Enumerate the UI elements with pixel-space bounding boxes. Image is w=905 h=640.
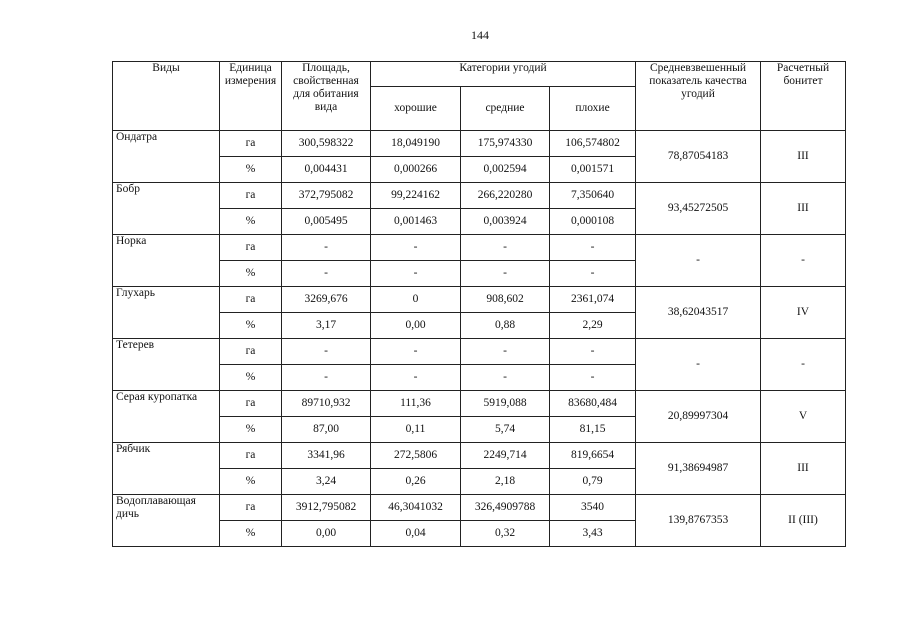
cell-unit: % [220, 157, 282, 183]
table-row [113, 131, 846, 157]
species-name: Ондатра [113, 131, 220, 183]
cell-good: 99,224162 [371, 183, 461, 209]
cell-area: 3,17 [282, 313, 371, 339]
species-name: Серая куропатка [113, 391, 220, 443]
cell-bonitet: III [761, 183, 846, 235]
table-row [113, 183, 846, 209]
header-bonitet: Расчетный бонитет [761, 62, 846, 131]
cell-medium: 0,002594 [461, 157, 550, 183]
cell-bonitet: IV [761, 287, 846, 339]
header-weighted: Средневзвешенный показатель качества угодий [636, 62, 761, 131]
cell-good: 0,00 [371, 313, 461, 339]
cell-area: - [282, 365, 371, 391]
cell-unit: га [220, 443, 282, 469]
header-categories: Категории угодий [371, 62, 636, 87]
cell-medium: 326,4909788 [461, 495, 550, 521]
cell-bonitet: II (III) [761, 495, 846, 547]
cell-unit: % [220, 469, 282, 495]
cell-poor: 7,350640 [550, 183, 636, 209]
cell-unit: % [220, 365, 282, 391]
cell-medium: 0,32 [461, 521, 550, 547]
cell-good: - [371, 339, 461, 365]
cell-medium: - [461, 339, 550, 365]
header-medium: средние [461, 87, 550, 131]
cell-bonitet: - [761, 235, 846, 287]
cell-good: 0,26 [371, 469, 461, 495]
table-row [113, 339, 846, 365]
table-row [113, 443, 846, 469]
cell-poor: 2,29 [550, 313, 636, 339]
cell-medium: 5,74 [461, 417, 550, 443]
cell-area: 3269,676 [282, 287, 371, 313]
cell-area: - [282, 261, 371, 287]
cell-good: - [371, 261, 461, 287]
cell-good: 0,11 [371, 417, 461, 443]
header-poor: плохие [550, 87, 636, 131]
cell-unit: % [220, 417, 282, 443]
cell-area: 372,795082 [282, 183, 371, 209]
cell-weighted: - [636, 339, 761, 391]
cell-good: 0,001463 [371, 209, 461, 235]
cell-good: 0,000266 [371, 157, 461, 183]
species-name: Глухарь [113, 287, 220, 339]
cell-bonitet: III [761, 443, 846, 495]
cell-weighted: 78,87054183 [636, 131, 761, 183]
table-row [113, 391, 846, 417]
cell-poor: - [550, 365, 636, 391]
cell-weighted: 139,8767353 [636, 495, 761, 547]
cell-area: 89710,932 [282, 391, 371, 417]
cell-medium: - [461, 365, 550, 391]
table-row [113, 287, 846, 313]
table-body [113, 131, 846, 547]
cell-good: 111,36 [371, 391, 461, 417]
cell-weighted: 20,89997304 [636, 391, 761, 443]
header-species: Виды [113, 62, 220, 131]
cell-bonitet: V [761, 391, 846, 443]
cell-weighted: 93,45272505 [636, 183, 761, 235]
page-number: 144 [471, 28, 489, 42]
cell-medium: - [461, 235, 550, 261]
cell-medium: 0,003924 [461, 209, 550, 235]
cell-area: 3,24 [282, 469, 371, 495]
cell-medium: 908,602 [461, 287, 550, 313]
cell-good: 18,049190 [371, 131, 461, 157]
cell-bonitet: III [761, 131, 846, 183]
table-row [113, 495, 846, 521]
cell-poor: 0,000108 [550, 209, 636, 235]
cell-unit: га [220, 339, 282, 365]
cell-poor: 83680,484 [550, 391, 636, 417]
species-name: Бобр [113, 183, 220, 235]
cell-poor: 2361,074 [550, 287, 636, 313]
cell-area: 300,598322 [282, 131, 371, 157]
header-good: хорошие [371, 87, 461, 131]
cell-unit: га [220, 131, 282, 157]
cell-poor: 3540 [550, 495, 636, 521]
bonitet-table [112, 61, 846, 547]
cell-unit: % [220, 313, 282, 339]
cell-weighted: 91,38694987 [636, 443, 761, 495]
cell-medium: 0,88 [461, 313, 550, 339]
cell-poor: - [550, 339, 636, 365]
cell-area: 3341,96 [282, 443, 371, 469]
cell-unit: га [220, 287, 282, 313]
cell-poor: 0,001571 [550, 157, 636, 183]
species-name: Рябчик [113, 443, 220, 495]
cell-good: - [371, 235, 461, 261]
table-row [113, 235, 846, 261]
cell-unit: га [220, 391, 282, 417]
cell-poor: 81,15 [550, 417, 636, 443]
cell-poor: - [550, 261, 636, 287]
cell-poor: 819,6654 [550, 443, 636, 469]
cell-area: - [282, 235, 371, 261]
cell-good: 272,5806 [371, 443, 461, 469]
cell-unit: га [220, 235, 282, 261]
cell-good: 0,04 [371, 521, 461, 547]
cell-good: - [371, 365, 461, 391]
cell-medium: 2,18 [461, 469, 550, 495]
cell-area: 0,004431 [282, 157, 371, 183]
cell-poor: 106,574802 [550, 131, 636, 157]
cell-unit: % [220, 261, 282, 287]
cell-area: 0,005495 [282, 209, 371, 235]
cell-area: 87,00 [282, 417, 371, 443]
cell-unit: % [220, 209, 282, 235]
species-name: Норка [113, 235, 220, 287]
cell-poor: - [550, 235, 636, 261]
species-name: Водоплавающая дичь [113, 495, 220, 547]
cell-weighted: 38,62043517 [636, 287, 761, 339]
cell-weighted: - [636, 235, 761, 287]
cell-medium: 2249,714 [461, 443, 550, 469]
cell-unit: % [220, 521, 282, 547]
cell-good: 46,3041032 [371, 495, 461, 521]
cell-area: 0,00 [282, 521, 371, 547]
cell-good: 0 [371, 287, 461, 313]
header-unit: Единица измерения [220, 62, 282, 131]
cell-unit: га [220, 183, 282, 209]
species-name: Тетерев [113, 339, 220, 391]
cell-medium: 175,974330 [461, 131, 550, 157]
header-area: Площадь, свойственная для обитания вида [282, 62, 371, 131]
cell-bonitet: - [761, 339, 846, 391]
cell-medium: 5919,088 [461, 391, 550, 417]
cell-poor: 0,79 [550, 469, 636, 495]
cell-area: 3912,795082 [282, 495, 371, 521]
cell-area: - [282, 339, 371, 365]
cell-unit: га [220, 495, 282, 521]
cell-poor: 3,43 [550, 521, 636, 547]
cell-medium: 266,220280 [461, 183, 550, 209]
cell-medium: - [461, 261, 550, 287]
